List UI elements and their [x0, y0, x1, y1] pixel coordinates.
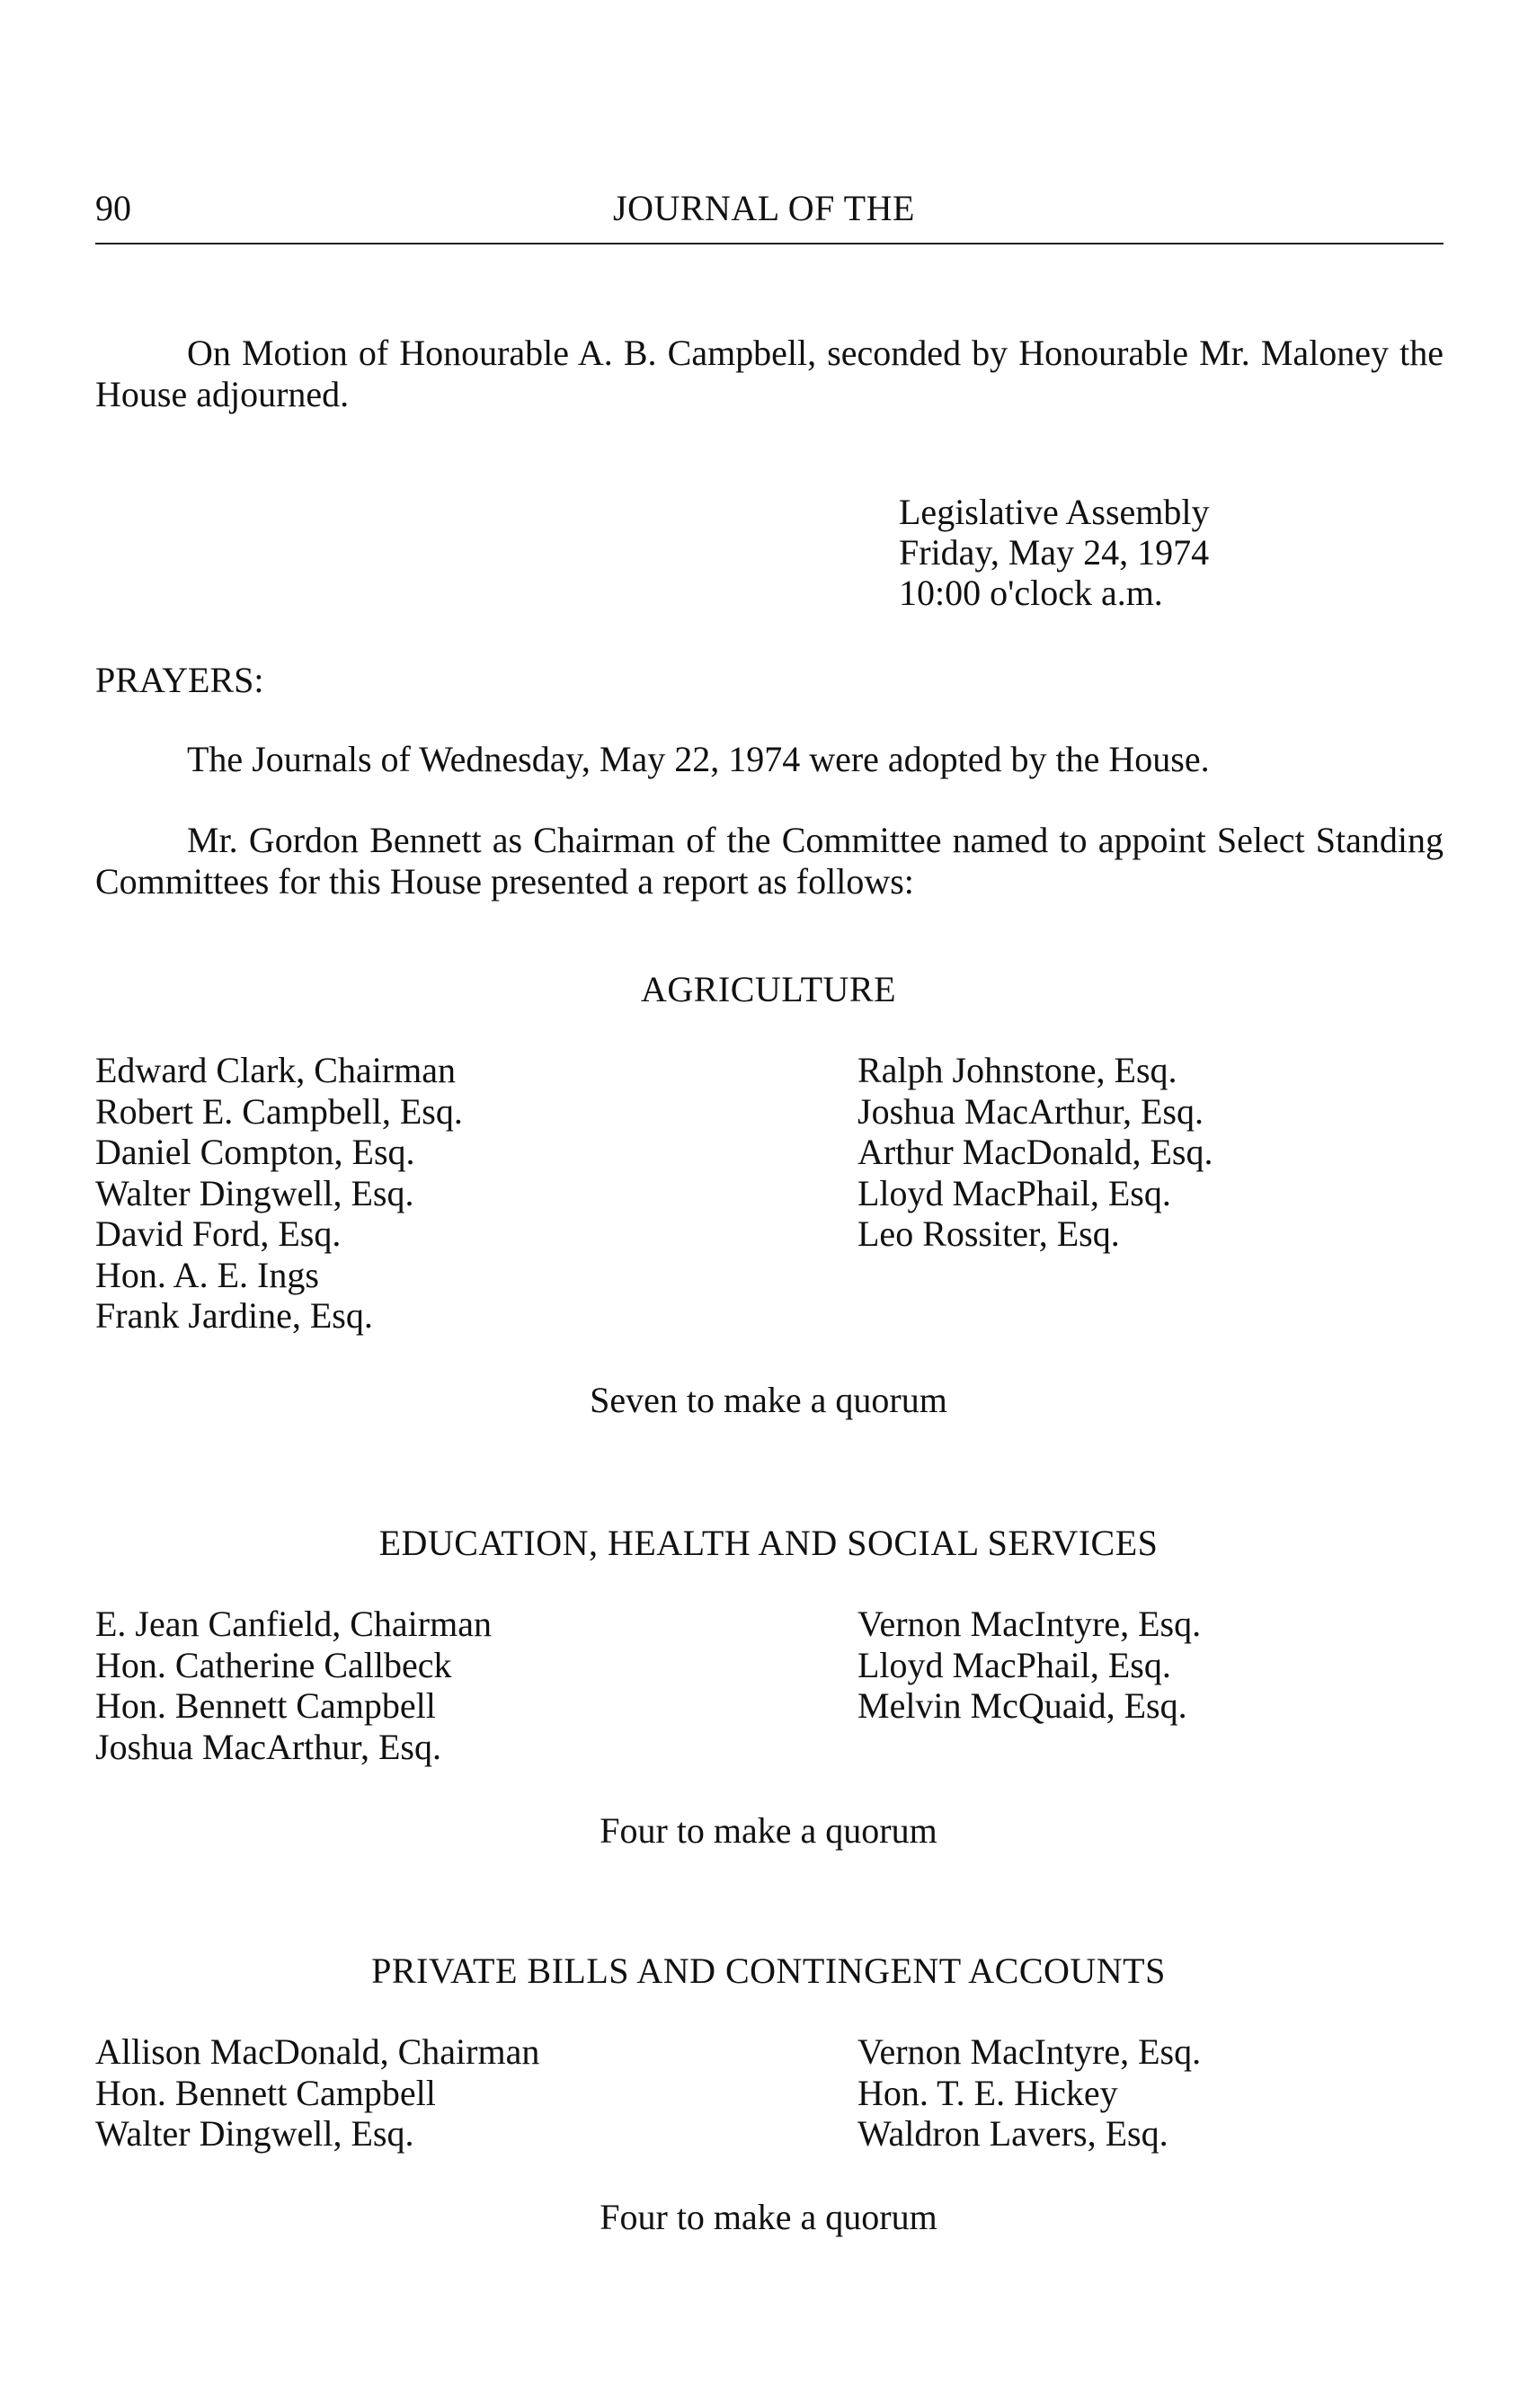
- committee-members-right: [857, 1604, 1201, 1727]
- member: Lloyd MacPhail, Esq.: [857, 1644, 1171, 1685]
- committee-members-left: [95, 1604, 492, 1767]
- running-head: JOURNAL OF THE: [613, 188, 915, 228]
- dateline-date: Friday, May 24, 1974: [899, 532, 1210, 573]
- motion-paragraph: On Motion of Honourable A. B. Campbell, seconded by Honourable Mr. Maloney the House adjourned.: [95, 333, 1444, 414]
- member: Joshua MacArthur, Esq.: [857, 1090, 1204, 1132]
- committee-members-left: [95, 2031, 539, 2155]
- member: Joshua MacArthur, Esq.: [95, 1726, 441, 1767]
- committee-title: PRIVATE BILLS AND CONTINGENT ACCOUNTS: [371, 1950, 1166, 1991]
- member: Waldron Lavers, Esq.: [857, 2113, 1168, 2154]
- dateline-time: 10:00 o'clock a.m.: [899, 573, 1163, 613]
- member: Vernon MacIntyre, Esq.: [857, 1604, 1202, 1644]
- member: Walter Dingwell, Esq.: [95, 1172, 414, 1213]
- member: Melvin McQuaid, Esq.: [857, 1685, 1187, 1726]
- member: Robert E. Campbell, Esq.: [95, 1090, 463, 1132]
- member: Hon. Bennett Campbell: [95, 2072, 436, 2113]
- member: Hon. Catherine Callbeck: [95, 1644, 452, 1685]
- member: Allison MacDonald, Chairman: [95, 2031, 540, 2072]
- member: Hon. T. E. Hickey: [857, 2072, 1118, 2113]
- member: Edward Clark, Chairman: [95, 1050, 456, 1090]
- committee-title: AGRICULTURE: [640, 969, 897, 1009]
- member: Hon. Bennett Campbell: [95, 1685, 436, 1726]
- quorum-note: Four to make a quorum: [600, 2197, 937, 2237]
- page-number: 90: [95, 188, 131, 228]
- member: Frank Jardine, Esq.: [95, 1295, 373, 1336]
- member: Walter Dingwell, Esq.: [95, 2113, 414, 2154]
- member: Arthur MacDonald, Esq.: [857, 1132, 1213, 1172]
- committee-members-right: [857, 2031, 1201, 2155]
- quorum-note: Four to make a quorum: [600, 1810, 937, 1851]
- member: E. Jean Canfield, Chairman: [95, 1604, 492, 1644]
- journals-adopted-paragraph: The Journals of Wednesday, May 22, 1974 were adopted by the House.: [187, 739, 1210, 779]
- committee-members-right: [857, 1050, 1213, 1255]
- member: Ralph Johnstone, Esq.: [857, 1050, 1177, 1090]
- dateline: [899, 492, 1210, 613]
- dateline-place: Legislative Assembly: [899, 492, 1210, 532]
- member: Hon. A. E. Ings: [95, 1254, 319, 1295]
- committee-title: EDUCATION, HEALTH AND SOCIAL SERVICES: [378, 1523, 1159, 1563]
- prayers-heading: PRAYERS:: [95, 660, 264, 700]
- quorum-note: Seven to make a quorum: [590, 1380, 947, 1420]
- member: Daniel Compton, Esq.: [95, 1132, 415, 1172]
- member: Lloyd MacPhail, Esq.: [857, 1172, 1171, 1213]
- header-rule: [95, 243, 1444, 244]
- report-intro-paragraph: Mr. Gordon Bennett as Chairman of the Committee named to appoint Select Standing Committees for this House presented a report as follows:: [95, 820, 1444, 902]
- member: Vernon MacIntyre, Esq.: [857, 2031, 1202, 2072]
- page-header: [95, 178, 1444, 232]
- member: David Ford, Esq.: [95, 1213, 342, 1254]
- committee-members-left: [95, 1050, 463, 1337]
- member: Leo Rossiter, Esq.: [857, 1213, 1120, 1254]
